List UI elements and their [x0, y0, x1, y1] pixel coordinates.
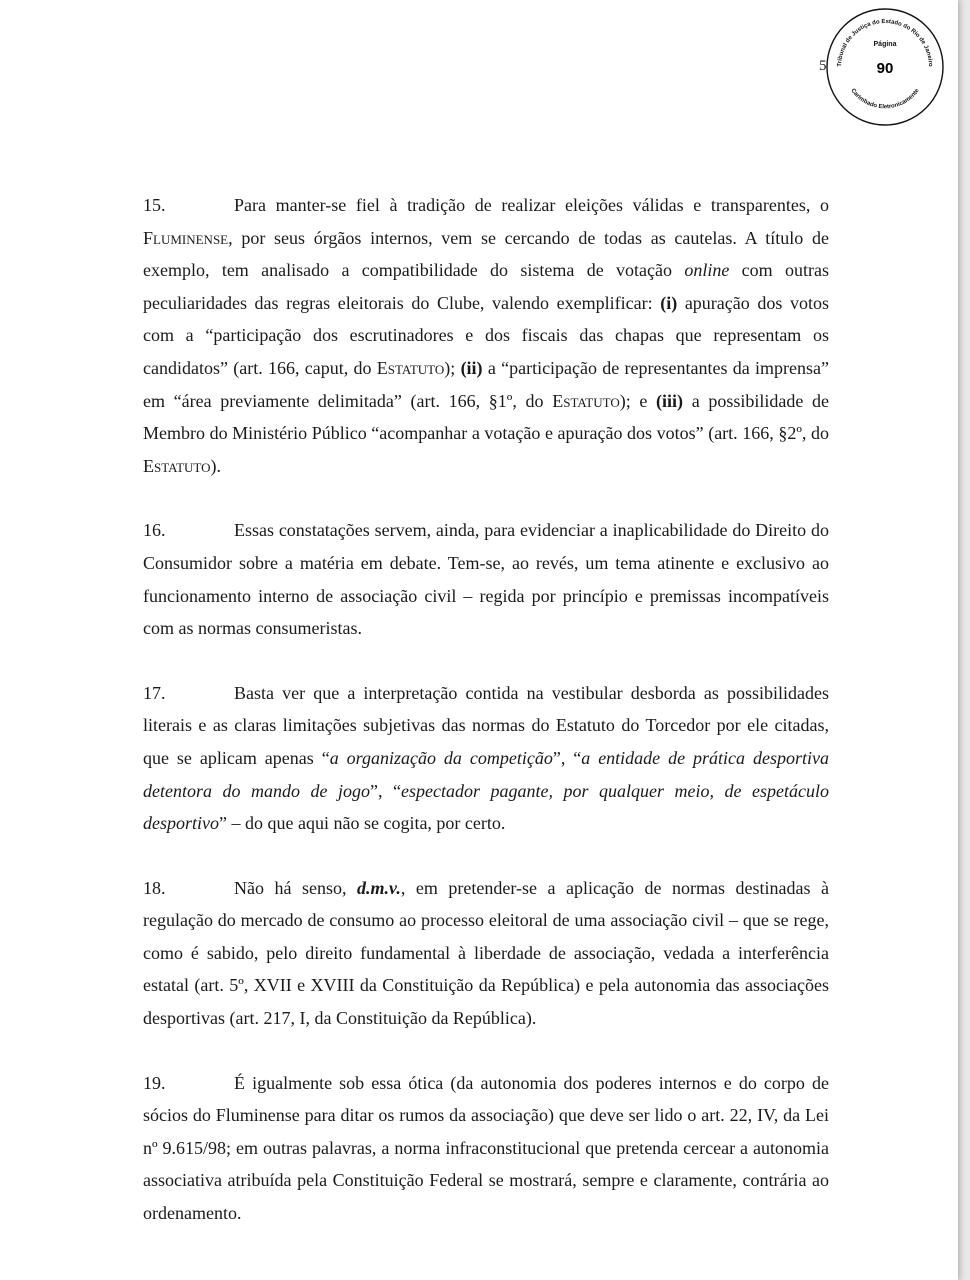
- paragraph-text-segment: d.m.v.: [357, 877, 401, 898]
- paragraph-text-segment: (ii): [460, 357, 483, 378]
- paragraph-text-segment: Basta ver que a interpretação contida na vestibular desborda as possibilidades literais e as claras limitações subjetivas das normas do Estatuto do Torcedor por ele citadas, que se aplicam apenas “: [143, 682, 829, 768]
- paragraph-text-segment: a “participação de representantes da imprensa” em “área previamente delimitada” (art. 166, §1º, do: [143, 357, 830, 411]
- stamp-page-number: 90: [876, 60, 894, 77]
- paragraph-text-segment: a entidade de prática desportiva detentora do mando de jogo: [143, 747, 829, 801]
- paragraph-text-segment: a possibilidade de Membro do Ministério Público “acompanhar a votação e apuração dos votos” (art. 166, §2º, do: [143, 390, 829, 444]
- paragraph-text-segment: Essas constatações servem, ainda, para evidenciar a inaplicabilidade do Direito do Consumidor sobre a matéria em debate. Tem-se, ao revés, um tema atinente e exclusivo ao funcionamento interno de associação civil – regida por princípio e premissas incompatíveis com as normas consumeristas.: [143, 520, 829, 639]
- paragraph: [143, 872, 829, 1035]
- paragraph: [143, 1067, 829, 1230]
- paragraph-number: 18.: [143, 877, 166, 898]
- paragraph-number: 19.: [143, 1072, 166, 1093]
- paragraph: [143, 189, 829, 482]
- paragraph-text-segment: ” – do que aqui não se cogita, por certo.: [219, 813, 506, 834]
- paragraph-text-segment: ”, “: [370, 780, 402, 801]
- paragraph-text-segment: a organização da competição: [329, 747, 553, 768]
- paragraph-text-segment: , por seus órgãos internos, vem se cercando de todas as cautelas. A título de exemplo, tem analisado a compatibilidade do sistema de votação: [143, 227, 829, 281]
- electronic-stamp-seal: [824, 6, 946, 128]
- stamp-label: Página: [873, 41, 897, 48]
- paragraph-text-segment: apuração dos votos com a “participação dos escrutinadores e dos fiscais das chapas que representam os candidatos” (art. 166, caput, do: [143, 292, 829, 378]
- paragraph-text-segment: , em pretender-se a aplicação de normas destinadas à regulação do mercado de consumo ao processo eleitoral de uma associação civil – que se rege, como é sabido, pelo direito fundamental à liberdade de associação, vedada a interferência estatal (art. 5º, XVII e XVIII da Constituição da República) e pela autonomia das associações desportivas (art. 217, I, da Constituição da República).: [143, 877, 829, 1029]
- paragraph-text-segment: online: [684, 260, 730, 281]
- paragraph-text-segment: Não há senso,: [234, 877, 358, 898]
- document-body: [143, 189, 829, 1230]
- stamp-arc-top-text: Tribunal de Justiça do Estado do Rio de Janeiro: [836, 18, 934, 67]
- paragraph-number: 15.: [143, 195, 166, 215]
- paragraph-text-segment: ); e: [619, 390, 657, 411]
- paragraph-text-segment: É igualmente sob essa ótica (da autonomia dos poderes internos e do corpo de sócios do Fluminense para ditar os rumos da associação) que deve ser lido o art. 22, IV, da Lei nº 9.615/98; em outras palavras, a norma infraconstitucional que pretenda cercear a autonomia associativa atribuída pela Constituição Federal se mostrará, sempre e claramente, contrária ao ordenamento.: [143, 1072, 829, 1224]
- paragraph: [143, 677, 829, 840]
- paragraph-text-segment: ”, “: [552, 747, 582, 768]
- paragraph-number: 17.: [143, 682, 166, 703]
- paragraph-text-segment: Fluminense: [143, 227, 229, 248]
- paragraph-text-segment: ).: [210, 455, 221, 476]
- paragraph-number: 16.: [143, 520, 166, 541]
- stamp-arc-bottom-text: Carimbado Eletronicamente: [849, 87, 921, 111]
- page-number: 5: [819, 58, 827, 74]
- paragraph-text-segment: );: [444, 357, 461, 378]
- paragraph-text-segment: Estatuto: [376, 357, 445, 378]
- paragraph-text-segment: (i): [660, 292, 678, 313]
- paragraph-text-segment: Estatuto: [143, 455, 211, 476]
- paragraph-text-segment: Para manter-se fiel à tradição de realizar eleições válidas e transparentes, o: [234, 195, 829, 215]
- paragraph-text-segment: Estatuto: [552, 390, 620, 411]
- paragraph-text-segment: espectador pagante, por qualquer meio, de espetáculo desportivo: [143, 780, 829, 834]
- paragraph: [143, 514, 829, 644]
- paragraph-text-segment: (iii): [656, 390, 684, 411]
- paragraph-text-segment: com outras peculiaridades das regras eleitorais do Clube, valendo exemplificar:: [143, 260, 829, 313]
